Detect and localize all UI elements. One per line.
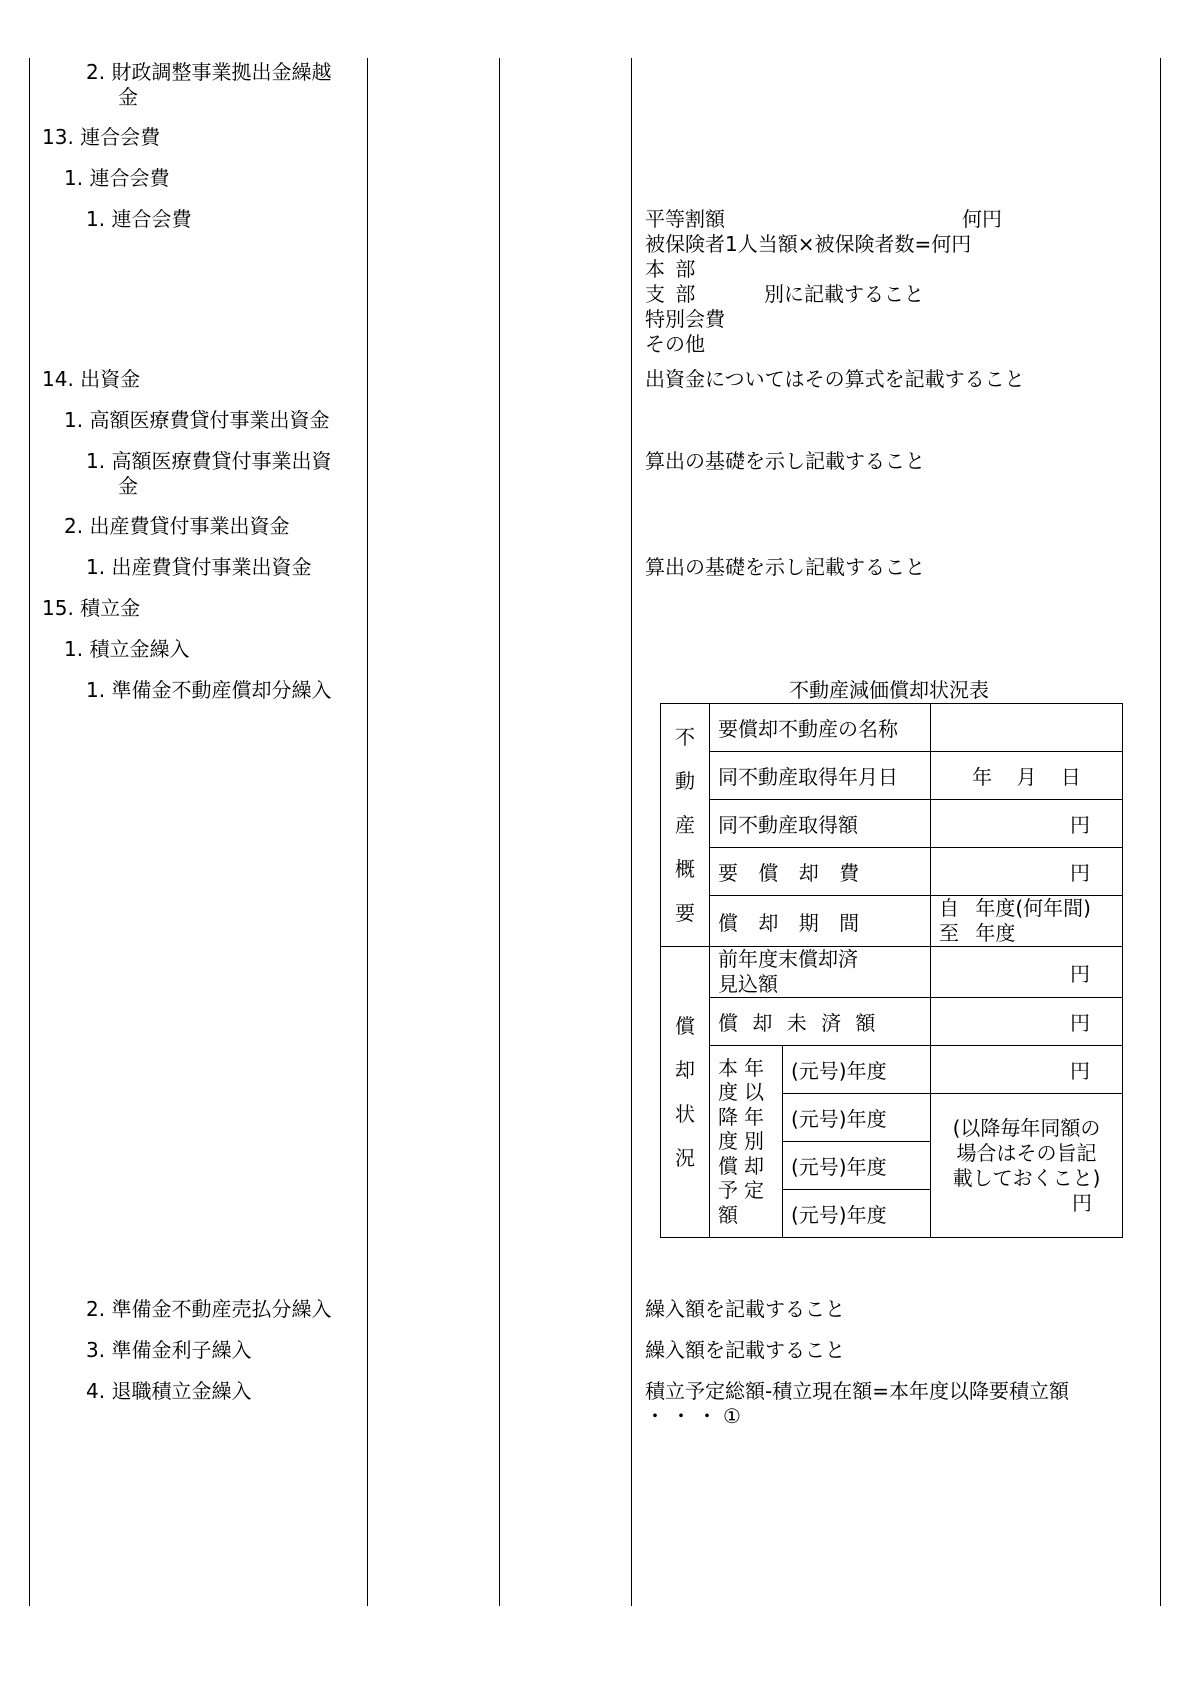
date-label: 同不動産取得年月日	[710, 752, 931, 800]
shussan-note: 算出の基礎を示し記載すること	[645, 555, 925, 579]
renkai-equal-share: 平等割額	[645, 207, 725, 231]
year-label-4: (元号)年度	[783, 1190, 931, 1238]
table-row	[661, 947, 1123, 998]
depreciation-table	[660, 703, 1123, 1238]
left-item: 1. 出産費貸付事業出資金	[86, 555, 312, 579]
left-item: 2. 財政調整事業拠出金繰越	[86, 60, 332, 84]
year1-value: 円	[931, 1046, 1123, 1094]
unpaid-value: 円	[931, 998, 1123, 1046]
left-item: 1. 準備金不動産償却分繰入	[86, 678, 332, 702]
left-item: 1. 連合会費	[86, 207, 192, 231]
renkai-special-fee: 特別会費	[645, 307, 725, 331]
renkai-equal-share-amount: 何円	[962, 207, 1002, 231]
status-label: 償 却 状 況	[661, 947, 710, 1238]
table-row	[661, 800, 1123, 848]
left-item: 1. 高額医療費貸付事業出資	[86, 449, 332, 473]
rishi-note: 繰入額を記載すること	[645, 1338, 845, 1362]
taishoku-note-1: 積立予定総額-積立現在額=本年度以降要積立額	[645, 1379, 1069, 1403]
left-item: 1. 連合会費	[64, 166, 170, 190]
shusshi-note: 出資金についてはその算式を記載すること	[645, 367, 1025, 391]
column-divider-4	[631, 58, 632, 1606]
renkai-separate-note: 別に記載すること	[764, 282, 924, 306]
column-divider-1	[29, 58, 30, 1606]
left-item: 金	[118, 474, 138, 498]
column-divider-2	[367, 58, 368, 1606]
baraibun-note: 繰入額を記載すること	[645, 1297, 845, 1321]
period-to: 至 年度	[939, 921, 1016, 945]
period-label: 償 却 期 間	[710, 896, 931, 947]
left-item: 4. 退職積立金繰入	[86, 1379, 252, 1403]
left-item: 13. 連合会費	[42, 125, 161, 149]
left-item: 2. 出産費貸付事業出資金	[64, 514, 290, 538]
amount-value: 円	[931, 800, 1123, 848]
column-divider-3	[499, 58, 500, 1606]
table-row	[661, 998, 1123, 1046]
depreciation-table-title: 不動産減価償却状況表	[789, 678, 989, 702]
left-item: 14. 出資金	[42, 367, 141, 391]
amount-label: 同不動産取得額	[710, 800, 931, 848]
period-value	[931, 896, 1123, 947]
cost-value: 円	[931, 848, 1123, 896]
table-row	[661, 896, 1123, 947]
table-row	[661, 848, 1123, 896]
overview-label: 不 動 産 概 要	[661, 704, 710, 947]
left-item: 金	[118, 85, 138, 109]
left-item: 15. 積立金	[42, 596, 141, 620]
year-label-2: (元号)年度	[783, 1094, 931, 1142]
period-from: 自 年度(何年間)	[939, 896, 1091, 920]
year-label-3: (元号)年度	[783, 1142, 931, 1190]
renkai-other: その他	[645, 332, 705, 356]
name-value	[931, 704, 1123, 752]
table-row	[661, 1046, 1123, 1094]
left-item: 1. 積立金繰入	[64, 637, 190, 661]
left-item: 2. 準備金不動産売払分繰入	[86, 1297, 332, 1321]
kogaku-note: 算出の基礎を示し記載すること	[645, 449, 925, 473]
prev-label: 前年度末償却済 見込額	[710, 947, 931, 998]
prev-value: 円	[931, 947, 1123, 998]
renkai-shibu: 支 部	[645, 282, 698, 306]
cost-label: 要 償 却 費	[710, 848, 931, 896]
unpaid-label: 償 却 未 済 額	[710, 998, 931, 1046]
future-label: 本年度以降年度別償却予定額	[710, 1046, 783, 1238]
left-item: 3. 準備金利子繰入	[86, 1338, 252, 1362]
name-label: 要償却不動産の名称	[710, 704, 931, 752]
taishoku-note-2: ・・・①	[645, 1404, 747, 1428]
year-note: (以降毎年同額の 場合はその旨記 載しておくこと) 円	[931, 1094, 1123, 1238]
table-row	[661, 704, 1123, 752]
year-label-1: (元号)年度	[783, 1046, 931, 1094]
column-divider-5	[1160, 58, 1161, 1606]
table-row	[661, 752, 1123, 800]
renkai-honbu: 本 部	[645, 257, 698, 281]
date-value: 年 月 日	[931, 752, 1123, 800]
renkai-per-insured: 被保険者1人当額×被保険者数=何円	[645, 232, 972, 256]
left-item: 1. 高額医療費貸付事業出資金	[64, 408, 330, 432]
